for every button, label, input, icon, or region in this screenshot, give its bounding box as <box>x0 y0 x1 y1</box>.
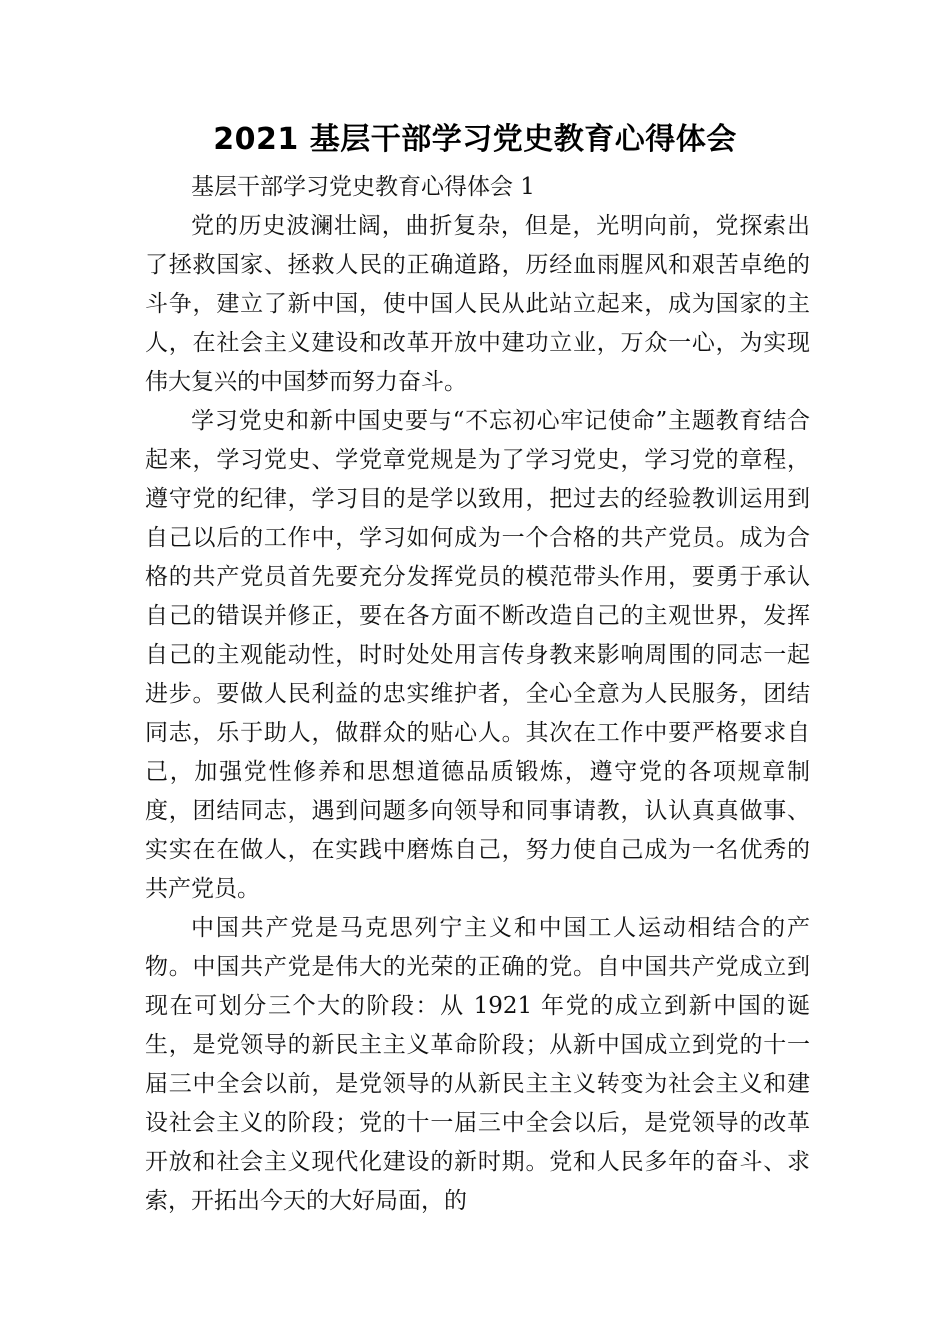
document-body <box>145 168 810 1221</box>
paragraph-2: 学习党史和新中国史要与“不忘初心牢记使命”主题教育结合起来，学习党史、学党章党规是为了学习党史，学习党的章程，遵守党的纪律，学习目的是学以致用，把过去的经验教训运用到自己以后的工作中，学习如何成为一个合格的共产党员。成为合格的共产党员首先要充分发挥党员的模范带头作用，要勇于承认自己的错误并修正，要在各方面不断改造自己的主观世界，发挥自己的主观能动性，时时处处用言传身教来影响周围的同志一起进步。要做人民利益的忠实维护者，全心全意为人民服务，团结同志，乐于助人，做群众的贴心人。其次在工作中要严格要求自己，加强党性修养和思想道德品质锻炼，遵守党的各项规章制度，团结同志，遇到问题多向领导和同事请教，认认真真做事、实实在在做人，在实践中磨炼自己，努力使自己成为一名优秀的共产党员。 <box>145 408 810 902</box>
paragraph-3: 中国共产党是马克思列宁主义和中国工人运动相结合的产物。中国共产党是伟大的光荣的正确的党。自中国共产党成立到现在可划分三个大的阶段：从 1921 年党的成立到新中国的诞生，是党领导的新民主主义革命阶段；从新中国成立到党的十一届三中全会以前，是党领导的从新民主主义转变为社会主义和建设社会主义的阶段；党的十一届三中全会以后，是党领导的改革开放和社会主义现代化建设的新时期。党和人民多年的奋斗、求索，开拓出今天的大好局面，的 <box>145 915 810 1214</box>
document-title: 2021 基层干部学习党史教育心得体会 <box>213 122 737 157</box>
paragraph-1: 党的历史波澜壮阔，曲折复杂，但是，光明向前，党探索出了拯救国家、拯救人民的正确道路，历经血雨腥风和艰苦卓绝的斗争，建立了新中国，使中国人民从此站立起来，成为国家的主人，在社会主义建设和改革开放中建功立业，万众一心，为实现伟大复兴的中国梦而努力奋斗。 <box>145 213 810 395</box>
section-heading: 基层干部学习党史教育心得体会 1 <box>191 174 535 200</box>
